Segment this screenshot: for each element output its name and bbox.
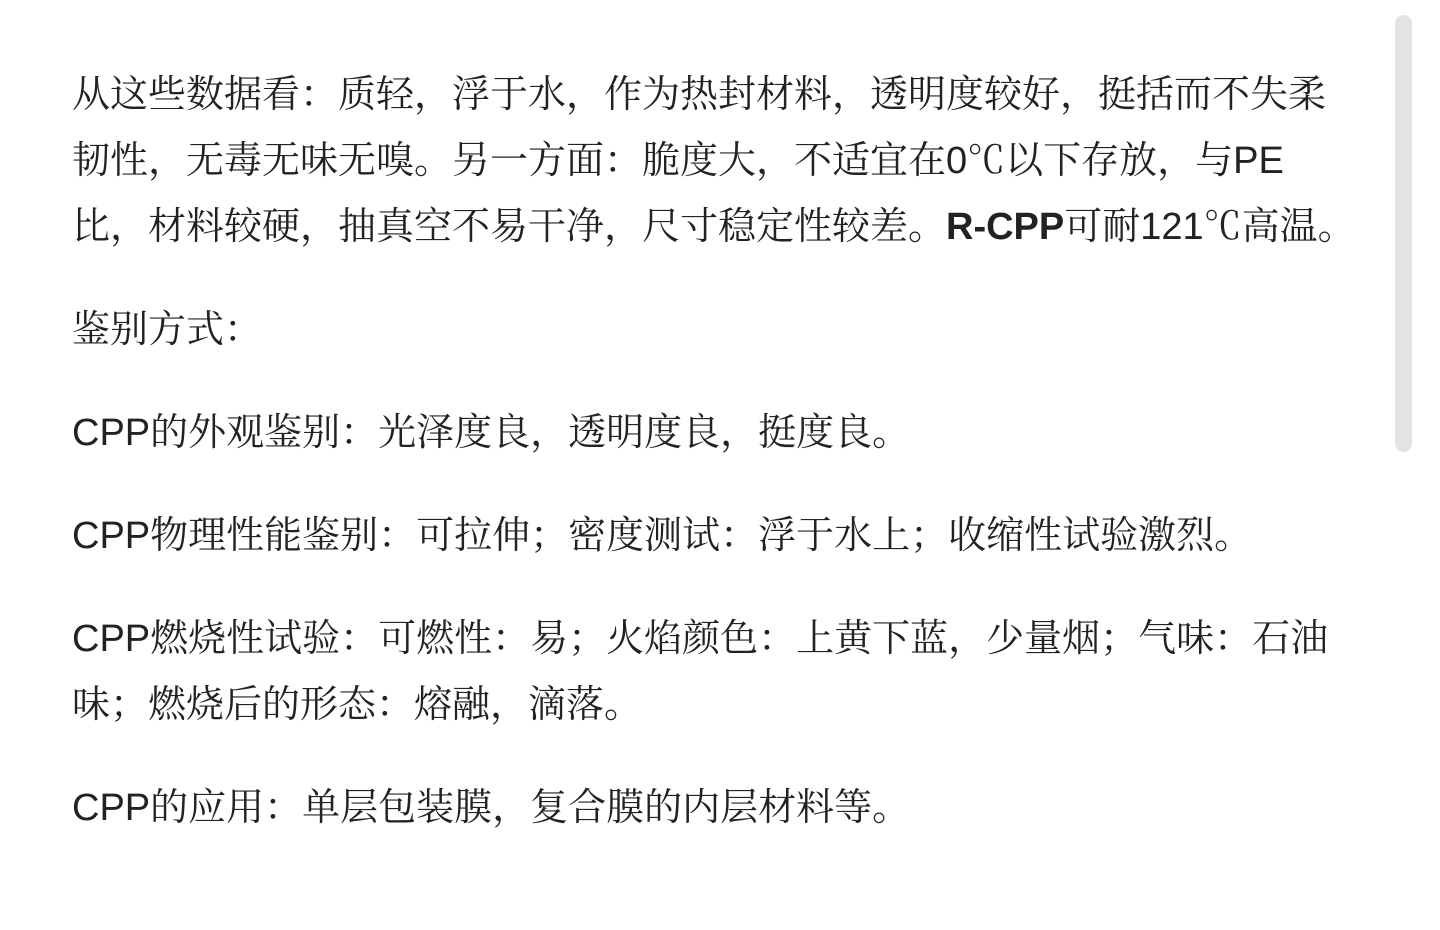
text-run: 从这些数据看：质轻，浮于水，作为热封材料，透明度较好，挺括而不失柔韧性，无毒无味无嗅。另一方面：脆度大，不适宜在0℃以下存放，与PE比，材料较硬，抽真空不易干净，尺寸稳定性较差。 bbox=[72, 74, 1327, 248]
text-run: CPP的外观鉴别：光泽度良，透明度良，挺度良。 bbox=[72, 412, 911, 454]
text-run: CPP的应用：单层包装膜，复合膜的内层材料等。 bbox=[72, 787, 911, 829]
paragraph-summary bbox=[72, 62, 1356, 260]
scrollbar-track[interactable] bbox=[1395, 0, 1412, 930]
bold-text-run: R-CPP bbox=[946, 206, 1065, 248]
text-run: 可耐121℃高温。 bbox=[1064, 206, 1356, 248]
text-run: CPP燃烧性试验：可燃性：易；火焰颜色：上黄下蓝，少量烟；气味：石油味；燃烧后的形态：熔融，滴落。 bbox=[72, 618, 1329, 726]
document-content bbox=[72, 62, 1356, 878]
paragraph-appearance-identification bbox=[72, 400, 1356, 466]
paragraph-physical-identification bbox=[72, 503, 1356, 569]
text-run: CPP物理性能鉴别：可拉伸；密度测试：浮于水上；收缩性试验激烈。 bbox=[72, 515, 1253, 557]
paragraph-application bbox=[72, 775, 1356, 841]
text-run: 鉴别方式： bbox=[72, 309, 263, 351]
paragraph-burning-test bbox=[72, 606, 1356, 738]
paragraph-identification-heading bbox=[72, 297, 1356, 363]
scrollbar-thumb[interactable] bbox=[1395, 15, 1412, 452]
